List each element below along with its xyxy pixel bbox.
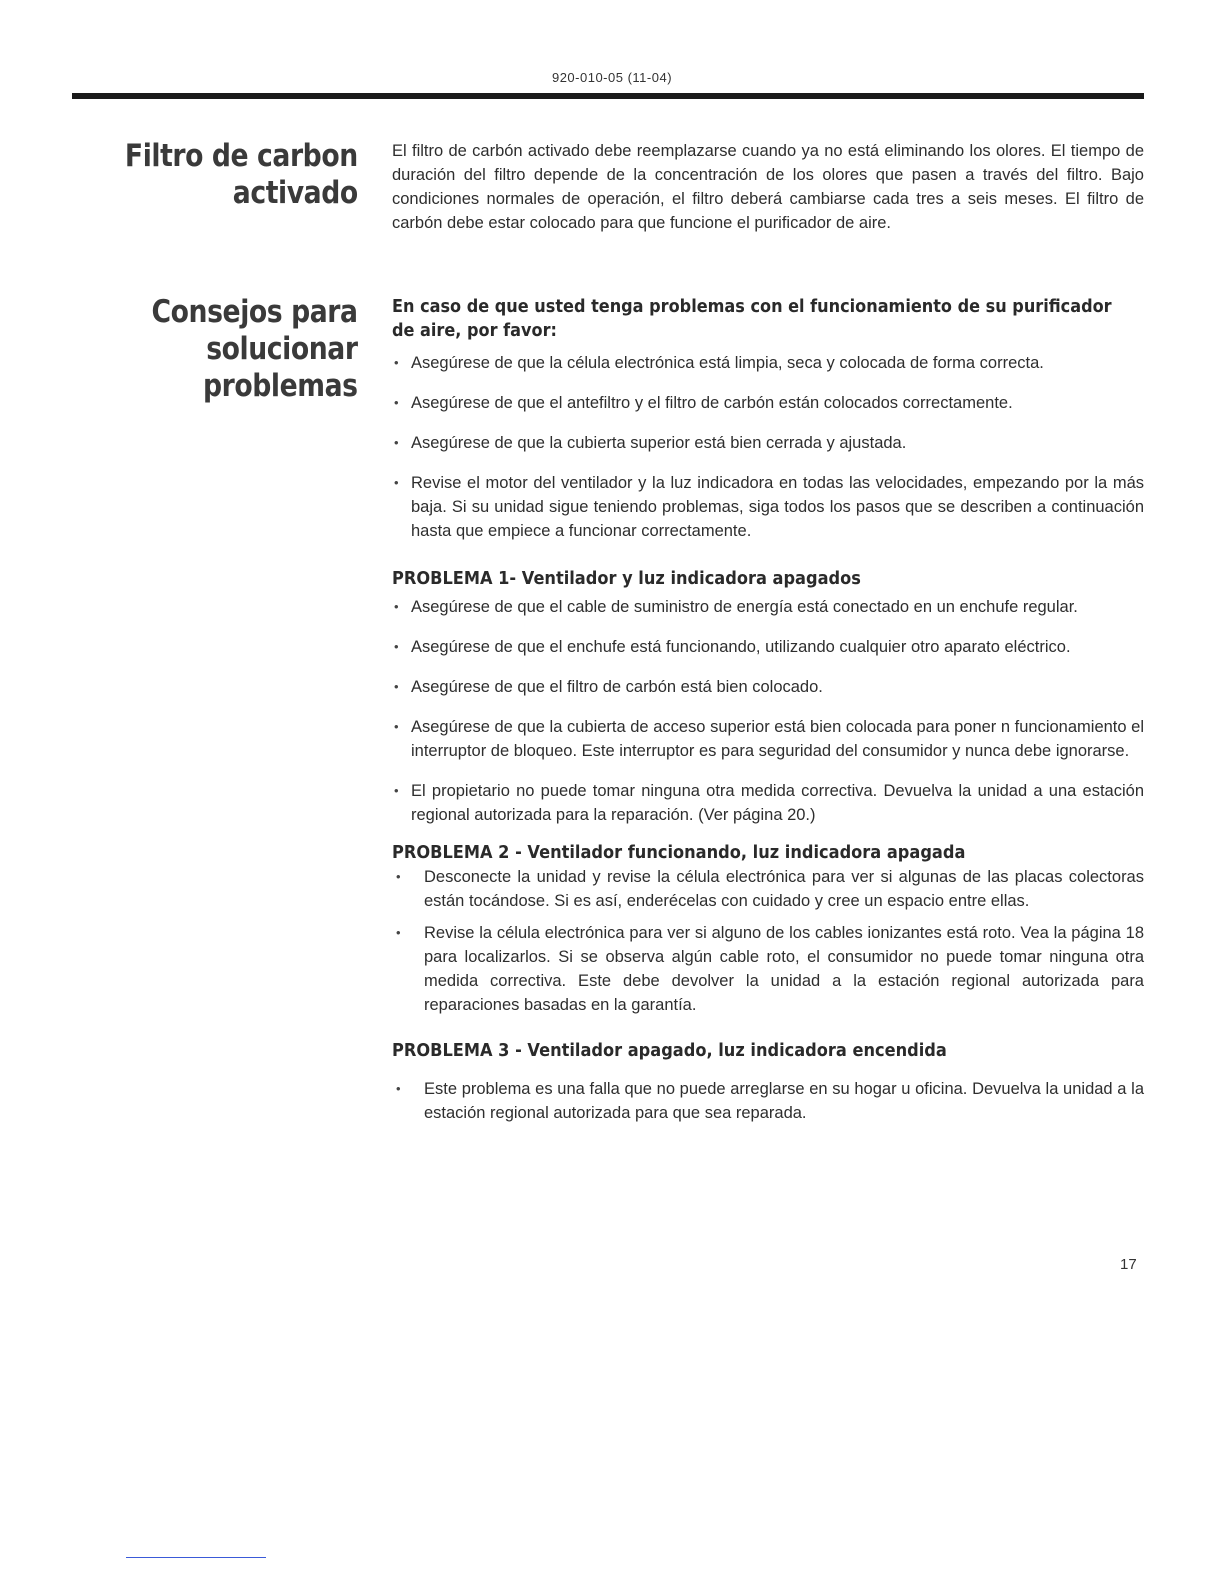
list-item: • Asegúrese de que la cubierta de acceso superior está bien colocada para poner n funcionamiento el interruptor de bloqueo. Este interruptor es para seguridad del consumidor y nunca debe ignorarse. bbox=[392, 715, 1144, 763]
footer-line bbox=[126, 1557, 266, 1558]
problem-3-list bbox=[392, 1077, 1144, 1125]
list-item: • Asegúrese de que el filtro de carbón está bien colocado. bbox=[392, 675, 1144, 699]
problem-2-heading: PROBLEMA 2 - Ventilador funcionando, luz indicadora apagada bbox=[392, 842, 966, 863]
carbon-filter-paragraph: El filtro de carbón activado debe reemplazarse cuando ya no está eliminando los olores. El tiempo de duración del filtro depende de la concentración de los olores que pasen a través del filtro. Bajo condiciones normales de operación, el filtro deberá cambiarse cada tres a seis meses. El filtro de carbón debe estar colocado para que funcione el purificador de aire. bbox=[392, 142, 1144, 232]
list-item: • Este problema es una falla que no puede arreglarse en su hogar u oficina. Devuelva la unidad a la estación regional autorizada para que sea reparada. bbox=[392, 1077, 1144, 1125]
list-item: • Asegúrese de que el antefiltro y el filtro de carbón están colocados correctamente. bbox=[392, 391, 1144, 415]
section-title-line: activado bbox=[232, 175, 358, 211]
problem-1-heading: PROBLEMA 1- Ventilador y luz indicadora apagados bbox=[392, 568, 861, 589]
list-item: • Asegúrese de que la célula electrónica está limpia, seca y colocada de forma correcta. bbox=[392, 351, 1144, 375]
list-item: • Asegúrese de que el cable de suministro de energía está conectado en un enchufe regular. bbox=[392, 595, 1144, 619]
document-code: 920-010-05 (11-04) bbox=[551, 70, 673, 85]
general-checks-list bbox=[392, 351, 1144, 543]
section-title-line: problemas bbox=[203, 368, 358, 404]
carbon-filter-section bbox=[392, 139, 1144, 235]
section-title-carbon-filter bbox=[125, 138, 358, 212]
section-title-troubleshooting bbox=[152, 294, 358, 405]
list-item: • Asegúrese de que el enchufe está funcionando, utilizando cualquier otro aparato eléctrico. bbox=[392, 635, 1144, 659]
section-title-line: solucionar bbox=[206, 331, 358, 367]
header-rule bbox=[72, 93, 1144, 99]
section-title-line: Filtro de carbon bbox=[125, 138, 358, 174]
troubleshooting-lead: En caso de que usted tenga problemas con el funcionamiento de su purificador de aire, por favor: bbox=[392, 297, 1112, 341]
problem-3-heading: PROBLEMA 3 - Ventilador apagado, luz indicadora encendida bbox=[392, 1040, 947, 1061]
section-title-line: Consejos para bbox=[151, 294, 358, 330]
list-item: • Desconecte la unidad y revise la célula electrónica para ver si algunas de las placas colectoras están tocándose. Si es así, enderécelas con cuidado y cree un espacio entre ellas. bbox=[392, 865, 1144, 913]
list-item: • El propietario no puede tomar ninguna otra medida correctiva. Devuelva la unidad a una estación regional autorizada para la reparación. (Ver página 20.) bbox=[392, 779, 1144, 827]
problem-2-list bbox=[392, 865, 1144, 1017]
problem-1-list bbox=[392, 595, 1144, 827]
list-item: • Revise la célula electrónica para ver si alguno de los cables ionizantes está roto. Vea la página 18 para localizarlos. Si se observa algún cable roto, el consumidor no puede tomar ninguna otra medida correctiva. Este debe devolver la unidad a la estación regional autorizada para reparaciones basadas en la garantía. bbox=[392, 921, 1144, 1017]
page-number: 17 bbox=[1120, 1256, 1137, 1273]
troubleshooting-section bbox=[392, 295, 1144, 1125]
list-item: • Revise el motor del ventilador y la luz indicadora en todas las velocidades, empezando por la más baja. Si su unidad sigue teniendo problemas, siga todos los pasos que se describen a continuación hasta que empiece a funcionar correctamente. bbox=[392, 471, 1144, 543]
list-item: • Asegúrese de que la cubierta superior está bien cerrada y ajustada. bbox=[392, 431, 1144, 455]
